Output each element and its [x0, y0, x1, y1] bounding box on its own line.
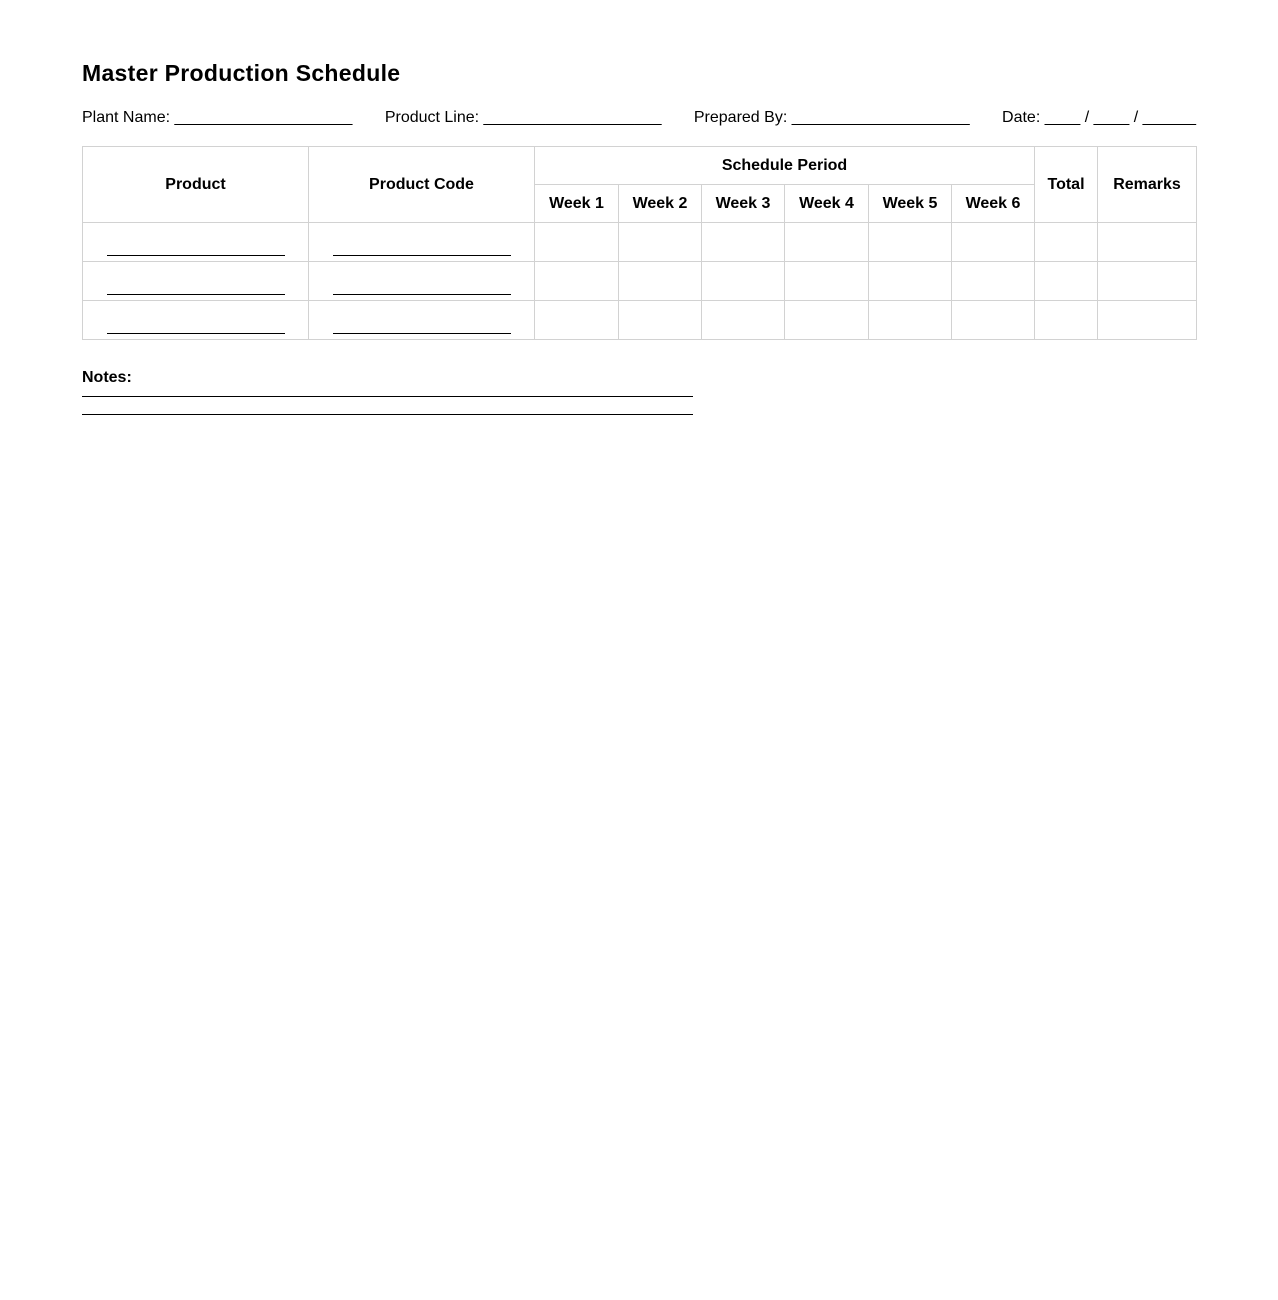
- week-6-cell[interactable]: [952, 301, 1035, 340]
- header-week-6: Week 6: [952, 185, 1035, 223]
- week-5-cell[interactable]: [869, 301, 952, 340]
- week-3-cell[interactable]: [702, 262, 785, 301]
- product-code-cell[interactable]: [309, 223, 535, 262]
- header-week-2: Week 2: [619, 185, 702, 223]
- table-row: [83, 223, 1197, 262]
- week-2-cell[interactable]: [619, 301, 702, 340]
- remarks-cell[interactable]: [1098, 262, 1197, 301]
- header-schedule-period: Schedule Period: [535, 147, 1035, 185]
- week-6-cell[interactable]: [952, 262, 1035, 301]
- header-week-4: Week 4: [785, 185, 869, 223]
- week-5-cell[interactable]: [869, 262, 952, 301]
- week-2-cell[interactable]: [619, 223, 702, 262]
- fill-line: [107, 247, 285, 256]
- product-line-field: Product Line: ____________________: [384, 109, 662, 126]
- product-cell[interactable]: [83, 301, 309, 340]
- total-cell[interactable]: [1035, 262, 1098, 301]
- fill-line: [107, 325, 285, 334]
- week-2-cell[interactable]: [619, 262, 702, 301]
- week-1-cell[interactable]: [535, 223, 619, 262]
- week-6-cell[interactable]: [952, 223, 1035, 262]
- total-cell[interactable]: [1035, 301, 1098, 340]
- fill-line: [107, 286, 285, 295]
- week-4-cell[interactable]: [785, 262, 869, 301]
- table-row: [83, 262, 1197, 301]
- header-product-code: Product Code: [309, 147, 535, 223]
- product-cell[interactable]: [83, 262, 309, 301]
- notes-line[interactable]: [82, 388, 693, 397]
- week-1-cell[interactable]: [535, 262, 619, 301]
- header-week-1: Week 1: [535, 185, 619, 223]
- schedule-table: [82, 146, 1197, 340]
- table-row: [83, 301, 1197, 340]
- page-title: Master Production Schedule: [82, 60, 401, 86]
- product-code-cell[interactable]: [309, 262, 535, 301]
- header-total: Total: [1035, 147, 1098, 223]
- remarks-cell[interactable]: [1098, 223, 1197, 262]
- date-field: Date: ____ / ____ / ______: [1002, 109, 1196, 126]
- remarks-cell[interactable]: [1098, 301, 1197, 340]
- fill-line: [333, 247, 511, 256]
- fill-line: [333, 286, 511, 295]
- product-cell[interactable]: [83, 223, 309, 262]
- week-3-cell[interactable]: [702, 223, 785, 262]
- header-week-3: Week 3: [702, 185, 785, 223]
- week-3-cell[interactable]: [702, 301, 785, 340]
- week-5-cell[interactable]: [869, 223, 952, 262]
- header-week-5: Week 5: [869, 185, 952, 223]
- header-fields: [82, 108, 1196, 128]
- product-code-cell[interactable]: [309, 301, 535, 340]
- fill-line: [333, 325, 511, 334]
- notes-label: Notes:: [82, 369, 132, 386]
- total-cell[interactable]: [1035, 223, 1098, 262]
- header-remarks: Remarks: [1098, 147, 1197, 223]
- form-page: [0, 0, 1278, 415]
- header-product: Product: [83, 147, 309, 223]
- notes-section: [82, 368, 693, 415]
- week-4-cell[interactable]: [785, 301, 869, 340]
- prepared-by-field: Prepared By: ____________________: [693, 109, 970, 126]
- week-4-cell[interactable]: [785, 223, 869, 262]
- plant-name-field: Plant Name: ____________________: [82, 109, 353, 126]
- notes-line[interactable]: [82, 397, 693, 415]
- week-1-cell[interactable]: [535, 301, 619, 340]
